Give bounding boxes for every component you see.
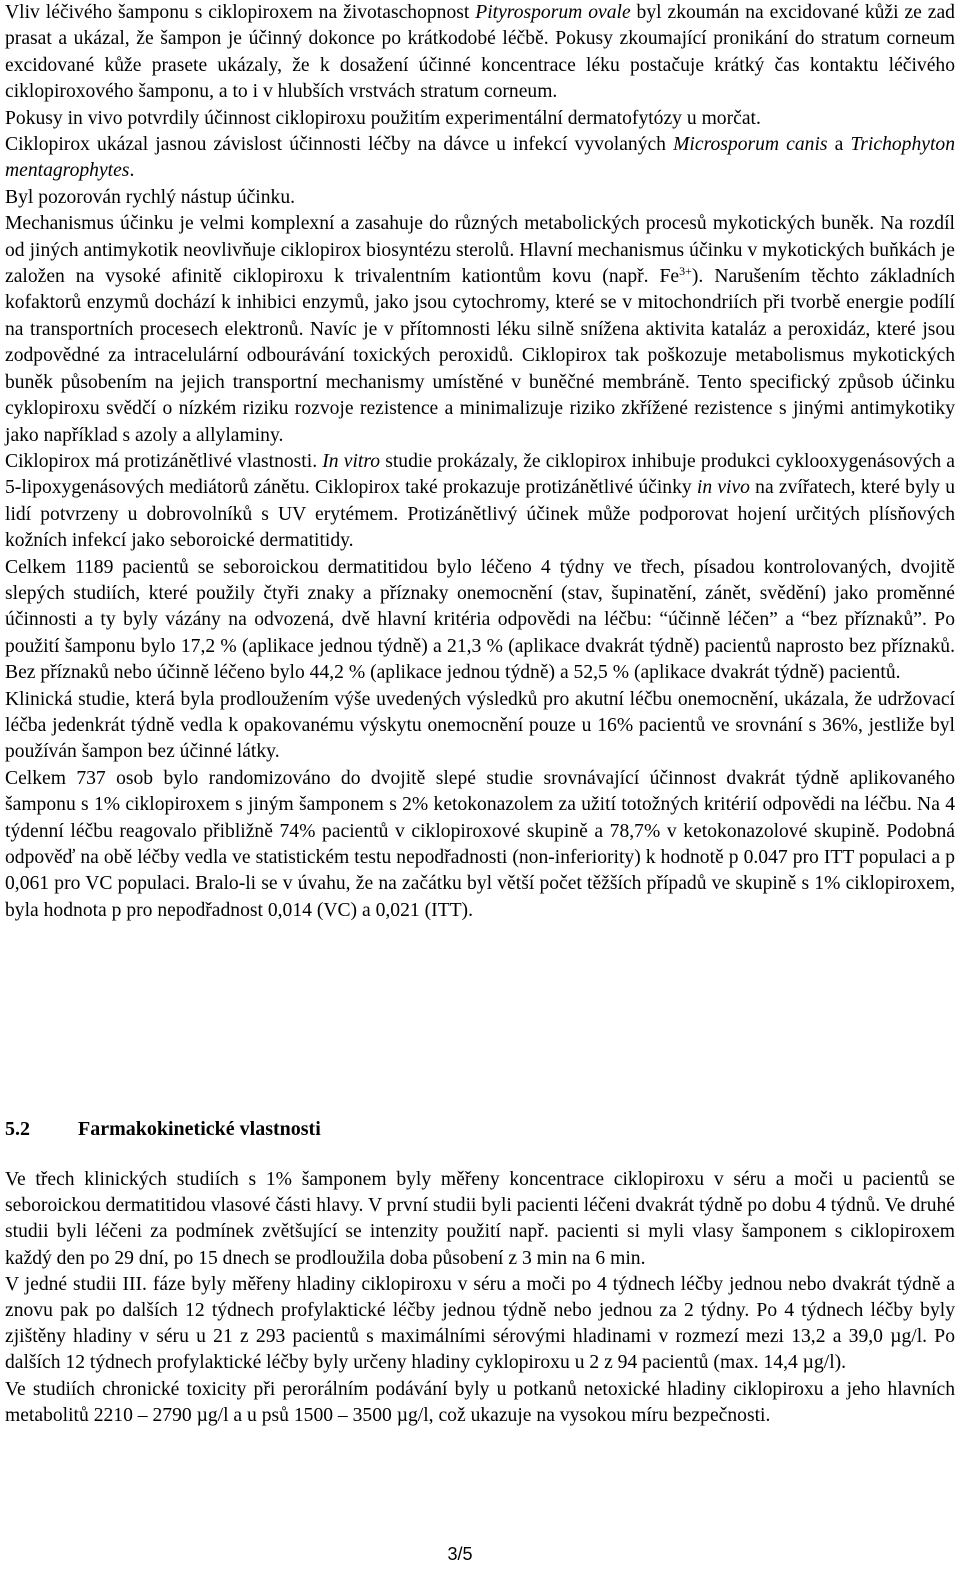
paragraph-text: ). Narušením těchto základních kofaktorů enzymů dochází k inhibici enzymů, jako jsou cytochromy, které se v mitochondriích při tvorbě energie podílí na transportních procesech elektronů. Navíc je v přítomnosti léku silně snížena aktivita kataláz a peroxidáz, které jsou zodpovědné za intracelulární odbourávání toxických peroxidů. Ciklopirox tak poškozuje metabolismus mykotických buněk působením na jejich transportní mechanismy umístěné v buněčné membráně. Tento specifický způsob účinku cyklopiroxu svědčí o nízkém riziku rozvoje rezistence a minimalizuje riziko zkřížené rezistence s jinými antimykotiky jako například s azoly a allylaminy. [5, 266, 955, 446]
paragraph-text: Ciklopirox ukázal jasnou závislost účinnosti léčby na dávce u infekcí vyvolaných [5, 134, 674, 156]
paragraph-mechanism [5, 211, 955, 449]
section-heading [5, 1116, 955, 1142]
paragraph-toxicity: Ve studiích chronické toxicity při perorálním podávání byly u potkanů netoxické hladiny ciklopiroxu a jeho hlavních metabolitů 2210 – 2790 µg/l a u psů 1500 – 3500 µg/l, což ukazuje na vysokou míru bezpečnosti. [5, 1378, 955, 1426]
paragraph-dose-dependence [5, 132, 955, 185]
document-body [5, 0, 955, 924]
section-title: Farmakokinetické vlastnosti [78, 1118, 321, 1140]
species-name: Trichophyton mentagrophytes [5, 134, 955, 182]
section-number: 5.2 [5, 1118, 30, 1140]
paragraph-pk-studies: Ve třech klinických studiích s 1% šamponem byly měřeny koncentrace ciklopiroxu v séru a moči u pacientů se seboroickou dermatitidou vlasové části hlavy. V první studii byli pacienti léčeni dvakrát týdně po dobu 4 týdnů. Ve druhé studii byli léčeni za podmínek zvětšující se intenzity použití např. pacienti si myli vlasy šamponem s ciklopiroxem každý den po 29 dní, po 15 dnech se prodloužila doba působení z 3 min na 6 min. [5, 1169, 955, 1269]
section-body [5, 1167, 955, 1429]
paragraph-phase-3: V jedné studii III. fáze byly měřeny hladiny ciklopiroxu v séru a moči po 4 týdnech léčby jednou nebo dvakrát týdně a znovu pak po dalších 12 týdnech profylaktické léčby jednou týdně nebo jednou za 2 týdny. Po 4 týdnech léčby byly zjištěny hladiny v séru u 21 z 293 pacientů s maximálními sérovými hladinami v rozmezí mezi 13,2 a 39,0 µg/l. Po dalších 12 týdnech profylaktické léčby byly určeny hladiny cyklopiroxu u 2 z 94 pacientů (max. 14,4 µg/l). [5, 1273, 955, 1374]
paragraph-in-vivo: Pokusy in vivo potvrdily účinnost ciklopiroxu použitím experimentální dermatofytózy u morčat. [5, 107, 761, 129]
paragraph-text: a [827, 134, 851, 156]
species-name: Microsporum canis [673, 134, 828, 156]
paragraph-maintenance-study: Klinická studie, která byla prodloužením výše uvedených výsledků pro akutní léčbu onemocnění, ukázala, že udržovací léčba jedenkrát týdně vedla k opakovanému výskytu onemocnění pouze u 16% pacientů ve srovnání s 36%, jestliže byl používán šampon bez účinné látky. [5, 688, 955, 763]
italic-term: in vivo [696, 477, 750, 499]
paragraph-text: Mechanismus účinku je velmi komplexní a zasahuje do různých metabolických procesů mykotických buněk. Na rozdíl od jiných antimykotik neovlivňuje ciklopirox biosyntézu sterolů. Hlavní mechanismus účinku v mykotických buňkách je založen na vysoké afinitě ciklopiroxu k trivalentním kationtům kovu (např. Fe [5, 213, 955, 288]
paragraph-text: Ciklopirox má protizánětlivé vlastnosti. [5, 450, 323, 472]
paragraph-text: studie prokázaly, že ciklopirox inhibuje produkci cyklooxygenásových a 5-lipoxygenásových mediátorů zánětu. Ciklopirox také prokazuje protizánětlivé účinky [5, 450, 956, 499]
paragraph-text: Vliv léčivého šamponu s ciklopiroxem na životaschopnost [5, 2, 476, 23]
superscript-charge: 3+ [679, 264, 692, 279]
paragraph-anti-inflammatory [5, 449, 955, 555]
paragraph-text: na zvířatech, které byly u lidí potvrzeny u dobrovolníků s UV erytémem. Protizánětlivý účinek může podporovat hojení určitých plísňových kožních infekcí jako seboroické dermatitidy. [5, 477, 955, 552]
paragraph-text: byl zkoumán na excidované kůži ze zad prasat a ukázal, že šampon je účinný dokonce po krátkodobé léčbě. Pokusy zkoumající pronikání do stratum corneum excidované kůže prasete ukázaly, že k dosažení účinné koncentrace léku postačuje krátký čas kontaktu léčivého ciklopiroxového šamponu, a to i v hlubších vrstvách stratum corneum. [5, 2, 955, 103]
paragraph-pityrosporum [5, 0, 955, 106]
paragraph-onset: Byl pozorován rychlý nástup účinku. [5, 186, 296, 208]
paragraph-trial-1189: Celkem 1189 pacientů se seboroickou dermatitidou bylo léčeno 4 týdny ve třech, písadou kontrolovaných, dvojitě slepých studiích, které použily čtyři znaky a příznaky onemocnění (stav, šupinatění, zánět, svědění) jako proměnné účinnosti a ty byly vázány na odvozená, dvě hlavní kritéria odpovědi na léčbu: “účinně léčen” a “bez příznaků”. Po použití šamponu bylo 17,2 % (aplikace jednou týdně) a 21,3 % (aplikace dvakrát týdně) pacientů naprosto bez příznaků. Bez příznaků nebo účinně léčeno bylo 44,2 % (aplikace jednou týdně) a 52,5 % (aplikace dvakrát týdně) pacientů. [5, 556, 955, 684]
page-number: 3/5 [447, 1544, 473, 1564]
paragraph-text: . [129, 160, 135, 182]
species-name: Pityrosporum ovale [475, 2, 631, 23]
paragraph-trial-737: Celkem 737 osob bylo randomizováno do dvojitě slepé studie srovnávající účinnost dvakrát týdně aplikovaného šamponu s 1% ciklopiroxem s jiným šamponem s 2% ketokonazolem za užití totožných kritérií odpovědi na léčbu. Na 4 týdenní léčbu reagovalo přibližně 74% pacientů v ciklopiroxové skupině a 78,7% v ketokonazolové skupině. Podobná odpověď na obě léčby vedla ve statistickém testu nepodřadnosti (non-inferiority) k hodnotě p 0.047 pro ITT populaci a p 0,061 pro VC populaci. Bralo-li se v úvahu, že na začátku byl větší počet těžších případů ve skupině s 1% ciklopiroxem, byla hodnota p pro nepodřadnost 0,014 (VC) a 0,021 (ITT). [5, 767, 955, 921]
italic-term: In vitro [322, 450, 381, 472]
